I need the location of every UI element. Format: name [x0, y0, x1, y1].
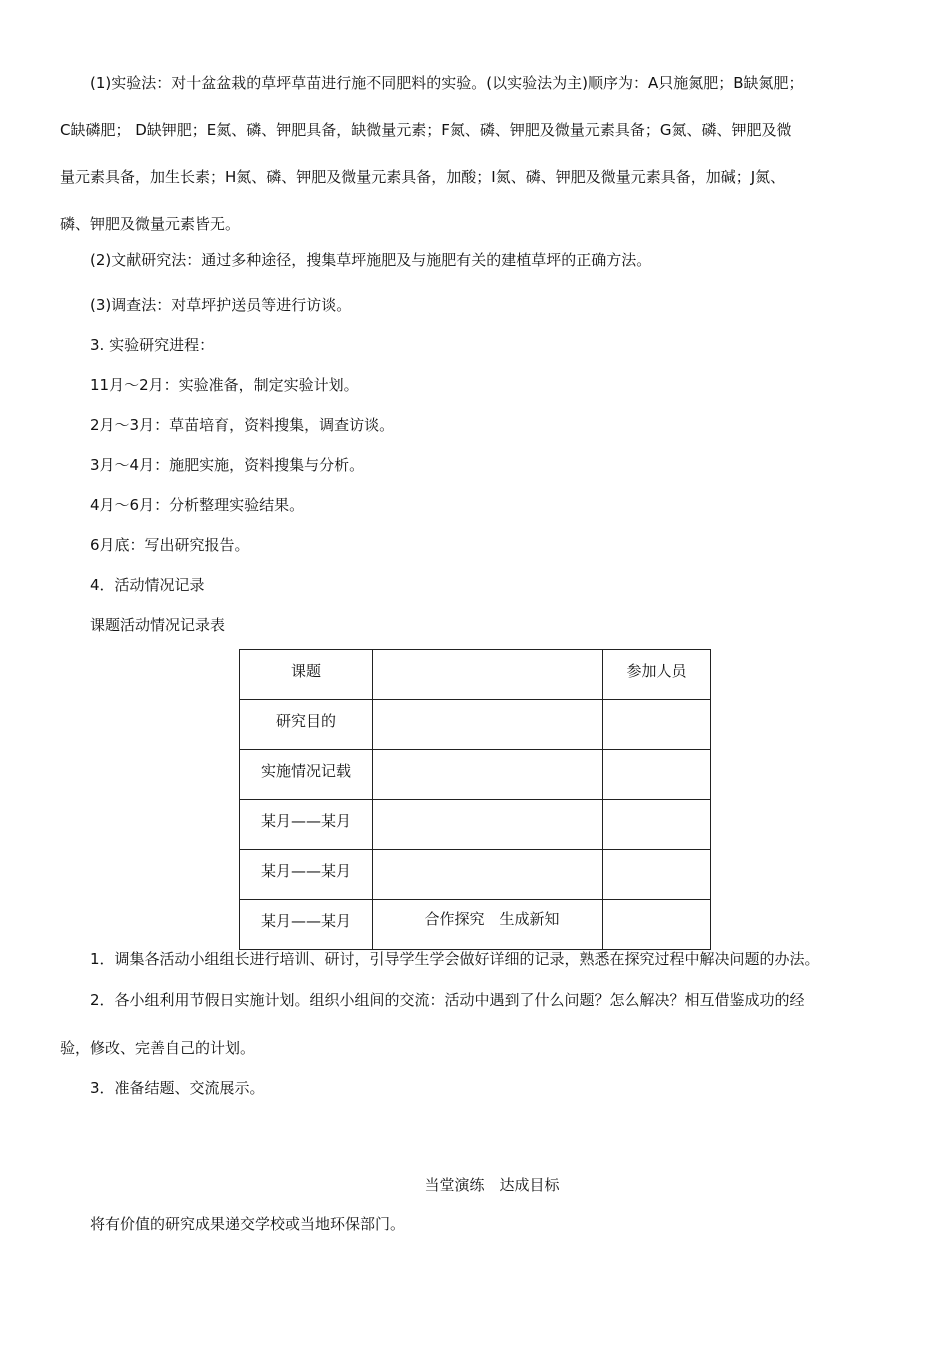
cooperate-item-1: 1．调集各活动小组组长进行培训、研讨，引导学生学会做好详细的记录，熟悉在探究过程中解决问题的办法。 — [90, 950, 820, 968]
progress-item: 2月～3月：草苗培育，资料搜集，调查访谈。 — [90, 416, 395, 434]
table-cell-label: 某月——某月 — [240, 900, 373, 950]
table-cell — [373, 800, 603, 850]
table-cell — [603, 750, 711, 800]
record-table-title: 课题活动情况记录表 — [90, 616, 226, 634]
table-cell — [373, 700, 603, 750]
progress-item: 4月～6月：分析整理实验结果。 — [90, 496, 305, 514]
record-heading: 4．活动情况记录 — [90, 576, 205, 594]
progress-item: 3月～4月：施肥实施，资料搜集与分析。 — [90, 456, 365, 474]
practice-section-title: 当堂演练 达成目标 — [424, 1176, 560, 1194]
cooperate-item-2-line-1: 2．各小组利用节假日实施计划。组织小组间的交流：活动中遇到了什么问题？怎么解决？相互借鉴成功的经 — [90, 991, 805, 1009]
progress-heading: 3. 实验研究进程： — [90, 336, 215, 354]
cooperate-section-title: 合作探究 生成新知 — [424, 910, 560, 928]
table-row — [240, 700, 711, 750]
table-cell-label: 某月——某月 — [240, 850, 373, 900]
table-cell — [373, 850, 603, 900]
table-cell — [603, 700, 711, 750]
experiment-method-line-1: (1)实验法：对十盆盆栽的草坪草苗进行施不同肥料的实验。(以实验法为主)顺序为：A只施氮肥；B缺氮肥； — [90, 74, 804, 92]
experiment-method-line-4: 磷、钾肥及微量元素皆无。 — [60, 215, 241, 233]
experiment-method-line-2: C缺磷肥； D缺钾肥；E氮、磷、钾肥具备，缺微量元素；F氮、磷、钾肥及微量元素具备；G氮、磷、钾肥及微 — [60, 121, 792, 139]
table-cell-label: 实施情况记载 — [240, 750, 373, 800]
table-row — [240, 750, 711, 800]
table-row — [240, 800, 711, 850]
table-cell-topic-label: 课题 — [240, 650, 373, 700]
table-cell-participants-label: 参加人员 — [603, 650, 711, 700]
literature-method: (2)文献研究法：通过多种途径，搜集草坪施肥及与施肥有关的建植草坪的正确方法。 — [90, 251, 652, 269]
experiment-method-line-3: 量元素具备，加生长素；H氮、磷、钾肥及微量元素具备，加酸；I氮、磷、钾肥及微量元素具备，加碱；J氮、 — [60, 168, 786, 186]
progress-item: 6月底：写出研究报告。 — [90, 536, 250, 554]
table-cell — [603, 800, 711, 850]
table-cell-topic-value — [373, 650, 603, 700]
progress-item: 11月～2月：实验准备，制定实验计划。 — [90, 376, 359, 394]
table-cell-label: 某月——某月 — [240, 800, 373, 850]
cooperate-item-3: 3．准备结题、交流展示。 — [90, 1079, 265, 1097]
table-cell — [373, 750, 603, 800]
practice-text: 将有价值的研究成果递交学校或当地环保部门。 — [90, 1215, 406, 1233]
table-row — [240, 850, 711, 900]
survey-method: (3)调查法：对草坪护送员等进行访谈。 — [90, 296, 352, 314]
table-cell — [603, 850, 711, 900]
table-header-row — [240, 650, 711, 700]
cooperate-item-2-line-2: 验，修改、完善自己的计划。 — [60, 1039, 256, 1057]
table-cell-label: 研究目的 — [240, 700, 373, 750]
activity-record-table — [239, 649, 711, 950]
